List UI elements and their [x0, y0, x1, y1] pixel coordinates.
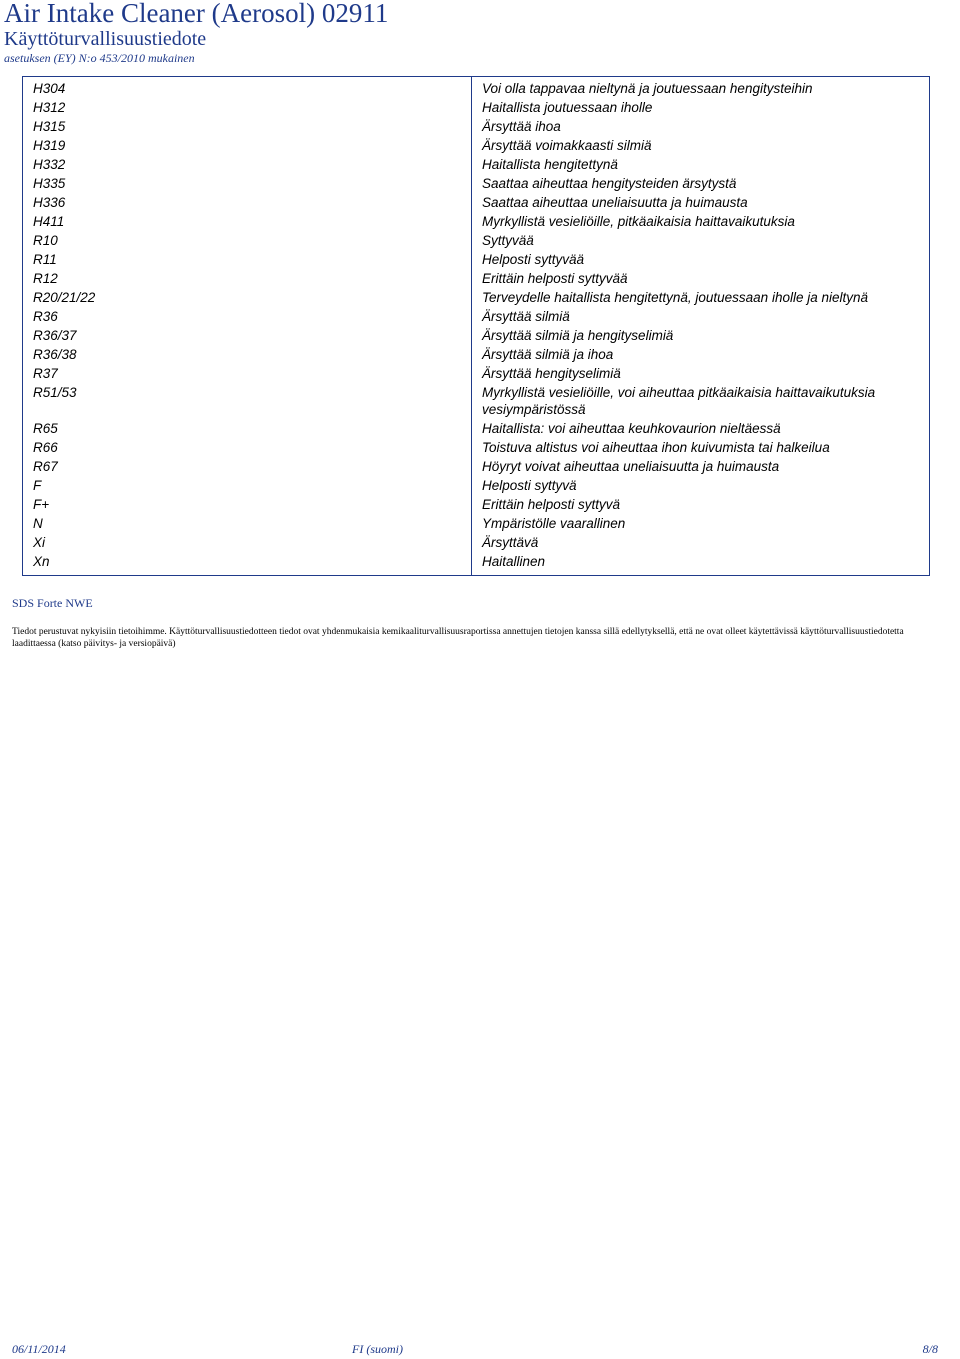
phrase-code: R65	[33, 421, 58, 436]
table-row	[23, 419, 929, 438]
table-row	[23, 79, 929, 98]
column-divider	[471, 77, 472, 575]
phrase-text: Ärsyttää hengityselimiä	[482, 366, 621, 381]
phrase-text: Ärsyttää voimakkaasti silmiä	[482, 138, 652, 153]
phrase-code: R36/37	[33, 328, 77, 343]
phrase-text: Höyryt voivat aiheuttaa uneliaisuutta ja huimausta	[482, 459, 780, 474]
phrase-text: Syttyvää	[482, 233, 534, 248]
phrase-code: F+	[33, 497, 50, 512]
phrase-text: Voi olla tappavaa nieltynä ja joutuessaan hengitysteihin	[482, 81, 813, 96]
phrase-code: F	[33, 478, 42, 493]
phrase-text: Ärsyttää silmiä ja ihoa	[482, 347, 614, 362]
phrase-text: Ärsyttää silmiä ja hengityselimiä	[482, 328, 674, 343]
phrase-code: R11	[33, 252, 57, 267]
phrase-text: Saattaa aiheuttaa uneliaisuutta ja huimausta	[482, 195, 748, 210]
phrase-text: Erittäin helposti syttyvää	[482, 271, 628, 286]
phrase-code: H315	[33, 119, 66, 134]
table-row	[23, 552, 929, 571]
phrase-code: Xn	[33, 554, 50, 569]
phrase-text: Toistuva altistus voi aiheuttaa ihon kuivumista tai halkeilua	[482, 440, 830, 455]
phrase-text: Haitallista hengitettynä	[482, 157, 618, 172]
phrase-code: R51/53	[33, 385, 77, 400]
table-row	[23, 476, 929, 495]
table-row	[23, 345, 929, 364]
phrase-code: H411	[33, 214, 65, 229]
table-row	[23, 231, 929, 250]
table-row	[23, 533, 929, 552]
hazard-phrases-table	[22, 76, 930, 576]
table-row	[23, 269, 929, 288]
table-row	[23, 193, 929, 212]
phrase-text: Haitallista: voi aiheuttaa keuhkovaurion nieltäessä	[482, 421, 781, 436]
phrase-code: R10	[33, 233, 58, 248]
phrase-code: R66	[33, 440, 58, 455]
disclaimer-note: Tiedot perustuvat nykyisiin tietoihimme. Käyttöturvallisuustiedotteen tiedot ovat yhdenmukaisia kemikaaliturvallisuusraportissa annettujen tietojen kanssa sillä edellytyksellä, että ne ovat olleet käytettävissä käyttöturvallisuustiedotetta laadittaessa (katso päivitys- ja versiopäivä)	[12, 627, 904, 649]
phrase-text: Myrkyllistä vesieliöille, voi aiheuttaa pitkäaikaisia haittavaikutuksia vesiympäristössä	[482, 385, 876, 417]
phrase-code: R12	[33, 271, 58, 286]
phrase-code: R37	[33, 366, 58, 381]
table-row	[23, 438, 929, 457]
table-row	[23, 383, 929, 419]
phrase-text: Helposti syttyvä	[482, 478, 577, 493]
phrase-text: Haitallinen	[482, 554, 546, 569]
phrase-code: N	[33, 516, 43, 531]
phrase-code: R36	[33, 309, 58, 324]
regulation-note: asetuksen (EY) N:o 453/2010 mukainen	[4, 51, 195, 65]
footer-page-number: 8/8	[922, 1342, 938, 1356]
footer-language: FI (suomi)	[352, 1342, 403, 1356]
table-row	[23, 514, 929, 533]
phrase-text: Myrkyllistä vesieliöille, pitkäaikaisia haittavaikutuksia	[482, 214, 795, 229]
table-row	[23, 457, 929, 476]
table-row	[23, 117, 929, 136]
table-row	[23, 98, 929, 117]
table-row	[23, 326, 929, 345]
phrase-code: H312	[33, 100, 66, 115]
phrase-code: H332	[33, 157, 66, 172]
phrase-code: R67	[33, 459, 58, 474]
phrase-text: Haitallista joutuessaan iholle	[482, 100, 653, 115]
table-row	[23, 307, 929, 326]
document-type: Käyttöturvallisuustiedote	[4, 28, 207, 50]
phrase-code: H304	[33, 81, 66, 96]
product-title: Air Intake Cleaner (Aerosol) 02911	[4, 0, 389, 28]
phrase-text: Ärsyttävä	[482, 535, 539, 550]
phrase-code: H336	[33, 195, 66, 210]
phrase-code: H335	[33, 176, 66, 191]
phrase-text: Helposti syttyvää	[482, 252, 585, 267]
table-row	[23, 136, 929, 155]
phrase-text: Terveydelle haitallista hengitettynä, joutuessaan iholle ja nieltynä	[482, 290, 869, 305]
phrase-text: Saattaa aiheuttaa hengitysteiden ärsytystä	[482, 176, 737, 191]
phrases-list	[23, 77, 929, 575]
document-header	[4, 0, 388, 66]
table-row	[23, 212, 929, 231]
table-row	[23, 155, 929, 174]
table-row	[23, 174, 929, 193]
footer-date: 06/11/2014	[12, 1342, 66, 1356]
phrase-text: Ärsyttää ihoa	[482, 119, 561, 134]
table-row	[23, 250, 929, 269]
sds-tag: SDS Forte NWE	[12, 596, 93, 610]
phrase-code: R20/21/22	[33, 290, 96, 305]
phrase-text: Ympäristölle vaarallinen	[482, 516, 626, 531]
phrase-code: Xi	[33, 535, 46, 550]
table-row	[23, 288, 929, 307]
phrase-code: R36/38	[33, 347, 77, 362]
table-row	[23, 495, 929, 514]
table-row	[23, 364, 929, 383]
phrase-code: H319	[33, 138, 66, 153]
phrase-text: Erittäin helposti syttyvä	[482, 497, 621, 512]
phrase-text: Ärsyttää silmiä	[482, 309, 570, 324]
